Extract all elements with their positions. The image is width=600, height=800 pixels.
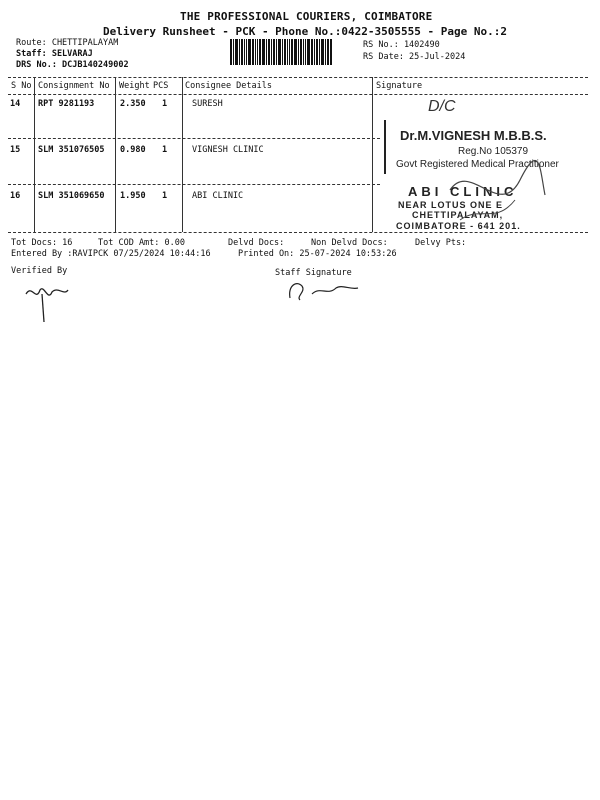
non-delivered-docs: Non Delvd Docs: [311, 238, 388, 248]
clinic-stamp-line3: COIMBATORE - 641 201. [396, 221, 521, 231]
staff-label: Staff: SELVARAJ [16, 49, 93, 59]
barcode [230, 39, 333, 65]
col-weight: Weight [119, 81, 150, 91]
col-divider-4 [372, 77, 373, 232]
col-sno: S No [11, 81, 32, 91]
handwritten-dc: D/C [428, 98, 456, 115]
verified-signature [22, 282, 72, 327]
doctor-stamp-govt: Govt Registered Medical Practitioner [396, 159, 559, 170]
col-divider-2 [115, 77, 116, 232]
row-consignment: SLM 351069650 [38, 191, 105, 201]
entered-by: Entered By :RAVIPCK 07/25/2024 10:44:16 [11, 249, 211, 259]
drs-number: DRS No.: DCJB140249002 [16, 60, 129, 70]
rs-date: RS Date: 25-Jul-2024 [363, 52, 466, 62]
row-consignee: ABI CLINIC [192, 191, 244, 201]
doctor-stamp-name: Dr.M.VIGNESH M.B.B.S. [400, 128, 547, 143]
row-rule [8, 138, 380, 139]
delivered-docs: Delvd Docs: [228, 238, 285, 248]
col-divider-1 [34, 77, 35, 232]
total-cod: Tot COD Amt: 0.00 [98, 238, 185, 248]
row-sno: 16 [10, 191, 21, 201]
runsheet-title: Delivery Runsheet - PCK - Phone No.:0422-3505555 - Page No.:2 [103, 25, 507, 38]
col-signature: Signature [376, 81, 423, 91]
row-weight: 2.350 [120, 99, 146, 109]
staff-signature [282, 276, 362, 306]
col-pcs: PCS [153, 81, 169, 91]
header-rule-bottom [8, 94, 588, 95]
company-title: THE PROFESSIONAL COURIERS, COIMBATORE [180, 10, 433, 23]
table-bottom-rule [8, 232, 588, 233]
row-sno: 15 [10, 145, 21, 155]
clinic-stamp-title: ABI CLINIC [408, 184, 518, 199]
col-consignment: Consignment No [38, 81, 110, 91]
stamp-bracket [384, 120, 392, 174]
col-consignee: Consignee Details [185, 81, 272, 91]
total-docs: Tot Docs: 16 [11, 238, 73, 248]
verified-by-label: Verified By [11, 266, 68, 276]
row-rule [8, 184, 380, 185]
row-weight: 0.980 [120, 145, 146, 155]
clinic-stamp-line2: CHETTIPALAYAM, [412, 210, 504, 220]
row-consignee: VIGNESH CLINIC [192, 145, 264, 155]
row-pcs: 1 [162, 191, 168, 201]
col-divider-3 [182, 77, 183, 232]
route-label: Route: CHETTIPALAYAM [16, 38, 119, 48]
row-pcs: 1 [162, 99, 168, 109]
row-sno: 14 [10, 99, 21, 109]
row-pcs: 1 [162, 145, 168, 155]
rs-number: RS No.: 1402490 [363, 40, 440, 50]
header-rule-top [8, 77, 588, 78]
doctor-stamp-reg: Reg.No 105379 [458, 146, 529, 157]
clinic-stamp-line1: NEAR LOTUS ONE E [398, 200, 504, 210]
staff-signature-label: Staff Signature [275, 268, 352, 278]
printed-on: Printed On: 25-07-2024 10:53:26 [238, 249, 397, 259]
row-consignee: SURESH [192, 99, 223, 109]
handwritten-scribble [440, 150, 550, 230]
delivery-points: Delvy Pts: [415, 238, 467, 248]
row-consignment: SLM 351076505 [38, 145, 105, 155]
row-weight: 1.950 [120, 191, 146, 201]
row-consignment: RPT 9281193 [38, 99, 95, 109]
